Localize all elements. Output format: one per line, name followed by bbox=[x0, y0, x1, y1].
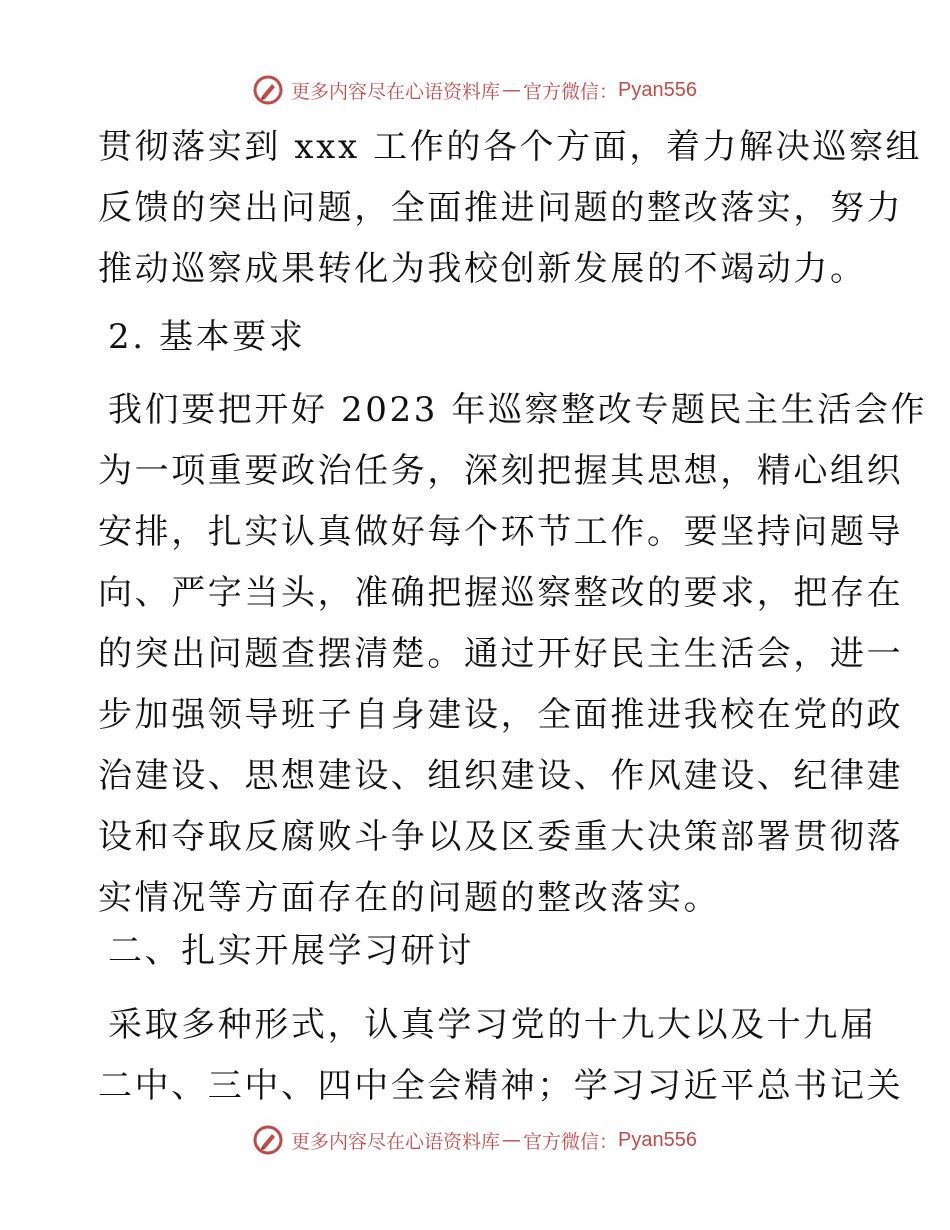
watermark-prefix: 更多内容尽在心语资料库 bbox=[291, 80, 501, 103]
paragraph-line: 设和夺取反腐败斗争以及区委重大决策部署贯彻落 bbox=[98, 817, 904, 857]
watermark-middle: 官方微信： bbox=[523, 80, 619, 103]
pen-logo-icon bbox=[253, 75, 283, 105]
paragraph-line: 为一项重要政治任务，深刻把握其思想，精心组织 bbox=[98, 451, 904, 491]
watermark-handle: Pyan556 bbox=[618, 78, 697, 101]
footer-watermark bbox=[0, 1120, 950, 1160]
pen-logo-icon bbox=[253, 1125, 283, 1155]
paragraph-line: 二中、三中、四中全会精神；学习习近平总书记关 bbox=[98, 1066, 904, 1106]
section-heading: 二、扎实开展学习研讨 bbox=[108, 931, 474, 971]
watermark-middle: 官方微信： bbox=[523, 1130, 619, 1153]
header-watermark bbox=[0, 70, 950, 110]
paragraph-line: 推动巡察成果转化为我校创新发展的不竭动力。 bbox=[98, 249, 867, 289]
watermark-prefix: 更多内容尽在心语资料库 bbox=[291, 1130, 501, 1153]
paragraph-line: 的突出问题查摆清楚。通过开好民主生活会，进一 bbox=[98, 634, 904, 674]
watermark-dash: — bbox=[502, 79, 522, 101]
paragraph-line: 安排，扎实认真做好每个环节工作。要坚持问题导 bbox=[98, 512, 904, 552]
paragraph-line: 我们要把开好 2023 年巡察整改专题民主生活会作 bbox=[108, 390, 928, 430]
section-heading: 2. 基本要求 bbox=[108, 317, 306, 357]
paragraph-line: 贯彻落实到 xxx 工作的各个方面，着力解决巡察组 bbox=[98, 127, 923, 167]
watermark-handle: Pyan556 bbox=[618, 1128, 697, 1151]
paragraph-line: 治建设、思想建设、组织建设、作风建设、纪律建 bbox=[98, 756, 904, 796]
watermark-dash: — bbox=[502, 1129, 522, 1151]
paragraph-line: 实情况等方面存在的问题的整改落实。 bbox=[98, 878, 721, 918]
paragraph-line: 向、严字当头，准确把握巡察整改的要求，把存在 bbox=[98, 573, 904, 613]
paragraph-line: 采取多种形式，认真学习党的十九大以及十九届 bbox=[108, 1005, 877, 1045]
paragraph-line: 步加强领导班子自身建设，全面推进我校在党的政 bbox=[98, 695, 904, 735]
paragraph-line: 反馈的突出问题，全面推进问题的整改落实，努力 bbox=[98, 188, 904, 228]
